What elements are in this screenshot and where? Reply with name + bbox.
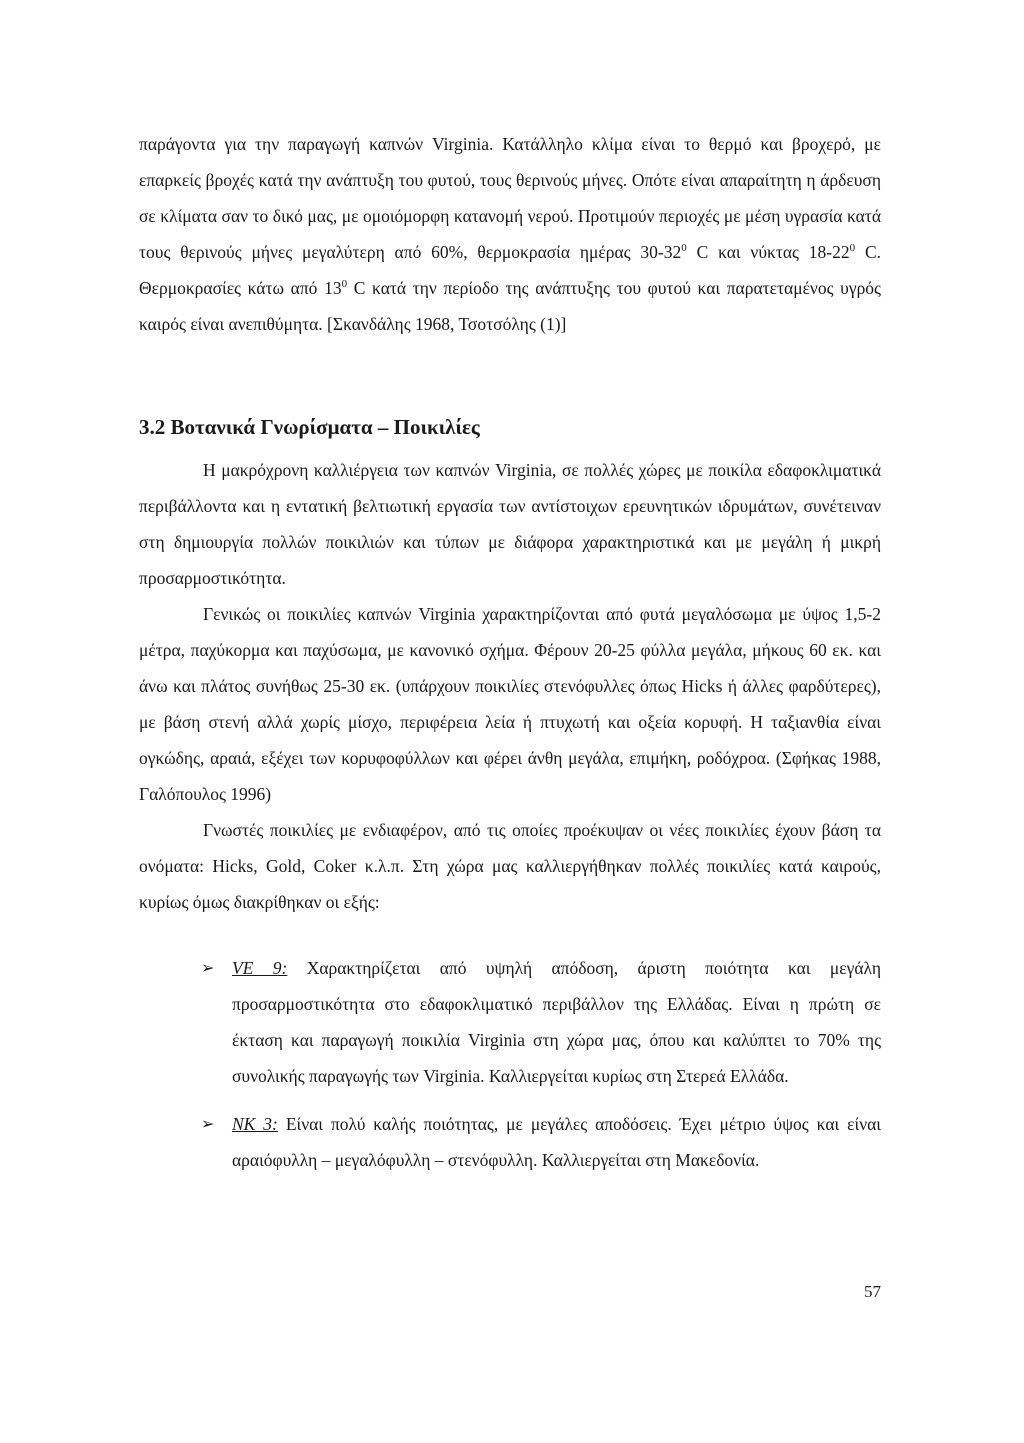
section-heading: 3.2 Βοτανικά Γνωρίσματα – Ποικιλίες	[139, 415, 480, 439]
variety-name: VE 9:	[232, 958, 288, 978]
section-body	[139, 452, 881, 920]
variety-name: NK 3:	[232, 1114, 278, 1134]
intro-text-part-1: παράγοντα για την παραγωγή καπνών Virginia. Κατάλληλο κλίμα είναι το θερμό και βροχερό, με επαρκείς βροχές κατά την ανάπτυξη του φυτού, τους θερινούς μήνες. Οπότε είναι απαραίτητη η άρδευση σε κλίματα σαν το δικό μας, με ομοιόμορφη κατανομή νερού. Προτιμούν περιοχές με μέση υγρασία κατά τους θερινούς μήνες μεγαλύτερη από 60%, θερμοκρασία ημέρας 30-32	[139, 134, 881, 262]
variety-item-nk3	[139, 1106, 881, 1178]
section-paragraph-1: Η μακρόχρονη καλλιέργεια των καπνών Virginia, σε πολλές χώρες με ποικίλα εδαφοκλιματικά περιβάλλοντα και η εντατική βελτιωτική εργασία των αντίστοιχων ερευνητικών ιδρυμάτων, συνέτειναν στη δημιουργία πολλών ποικιλιών και τύπων με διάφορα χαρακτηριστικά και με μεγάλη ή μικρή προσαρμοστικότητα.	[139, 460, 881, 588]
section-paragraph-2: Γενικώς οι ποικιλίες καπνών Virginia χαρακτηρίζονται από φυτά μεγαλόσωμα με ύψος 1,5-2 μέτρα, παχύκορμα και παχύσωμα, με κανονικό σχήμα. Φέρουν 20-25 φύλλα μεγάλα, μήκους 60 εκ. και άνω και πλάτος συνήθως 25-30 εκ. (υπάρχουν ποικιλίες στενόφυλλες όπως Hicks ή άλλες φαρδύτερες), με βάση στενή αλλά χωρίς μίσχο, περιφέρεια λεία ή πτυχωτή και οξεία κορυφή. Η ταξιανθία είναι ογκώδης, αραιά, εξέχει των κορυφοφύλλων και φέρει άνθη μεγάλα, επιμήκη, ροδόχροα. (Σφήκας 1988, Γαλόπουλος 1996)	[139, 604, 881, 804]
intro-text-part-3: C. Θερμοκρασίες κάτω από 13	[139, 242, 881, 298]
degree-superscript-2: 0	[849, 242, 856, 255]
intro-text-part-2: C και νύκτας 18-22	[686, 242, 850, 262]
degree-superscript-1: 0	[681, 242, 687, 255]
variety-list	[139, 950, 881, 1190]
page-number: 57	[864, 1282, 881, 1301]
variety-description: Χαρακτηρίζεται από υψηλή απόδοση, άριστη ποιότητα και μεγάλη προσαρμοστικότητα στο εδαφοκλιματικό περιβάλλον της Ελλάδας. Είναι η πρώτη σε έκταση και παραγωγή ποικιλία Virginia στη χώρα μας, όπου και καλύπτει το 70% της συνολικής παραγωγής των Virginia. Καλλιεργείται κυρίως στη Στερεά Ελλάδα.	[232, 958, 881, 1086]
section-paragraph-3: Γνωστές ποικιλίες με ενδιαφέρον, από τις οποίες προέκυψαν οι νέες ποικιλίες έχουν βάση τα ονόματα: Hicks, Gold, Coker κ.λ.π. Στη χώρα μας καλλιεργήθηκαν πολλές ποικιλίες κατά καιρούς, κυρίως όμως διακρίθηκαν οι εξής:	[139, 820, 881, 912]
intro-paragraph	[139, 126, 881, 342]
degree-superscript-3: 0	[341, 278, 348, 291]
arrow-bullet-icon: ➢	[201, 958, 215, 977]
variety-description: Είναι πολύ καλής ποιότητας, με μεγάλες αποδόσεις. Έχει μέτριο ύψος και είναι αραιόφυλλη – μεγαλόφυλλη – στενόφυλλη. Καλλιεργείται στη Μακεδονία.	[232, 1114, 881, 1170]
arrow-bullet-icon: ➢	[201, 1114, 215, 1133]
intro-text-part-4: C κατά την περίοδο της ανάπτυξης του φυτού και παρατεταμένος υγρός καιρός είναι ανεπιθύμητα. [Σκανδάλης 1968, Τσοτσόλης (1)]	[139, 278, 881, 334]
variety-item-ve9	[139, 950, 881, 1094]
